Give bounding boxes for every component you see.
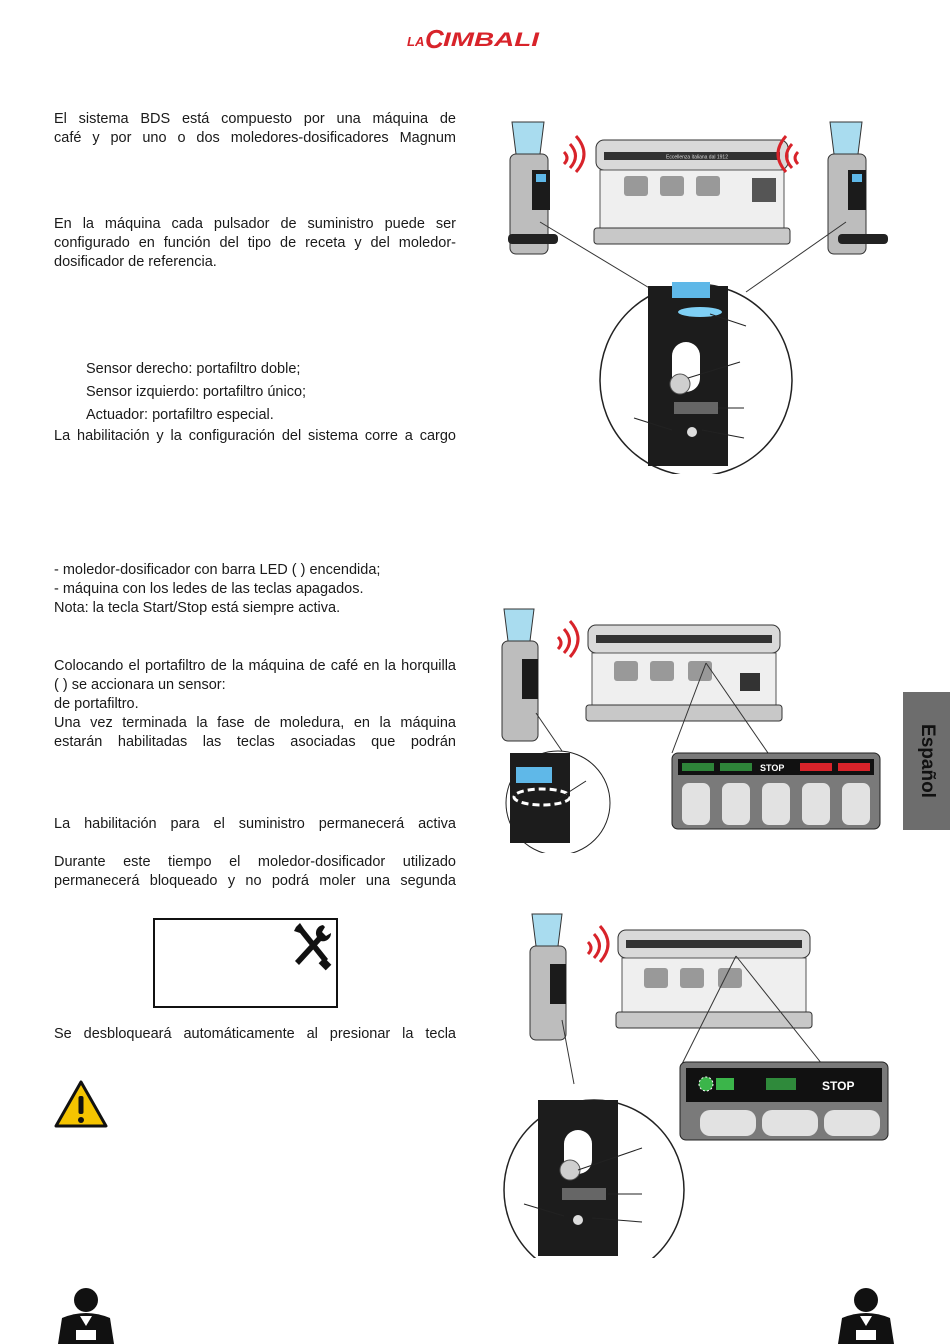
grinding-illustration: [496, 603, 888, 853]
text-line: permanecerá bloqueado y no podrá moler una segunda: [54, 873, 456, 889]
config-paragraph: [54, 215, 456, 272]
warning-icon: [54, 1080, 108, 1128]
language-tab-label: Español: [916, 724, 938, 798]
conditions-list: [54, 561, 456, 618]
lock-paragraph: [54, 853, 456, 891]
unlock-line: Se desbloqueará automáticamente al presionar la tecla: [54, 1026, 456, 1042]
svg-text:C: C: [425, 24, 444, 52]
list-item: Actuador: portafiltro especial.: [86, 407, 274, 423]
grinder-right-icon: [828, 122, 888, 254]
bds-system-illustration: [496, 112, 896, 474]
portafilter-paragraph: [54, 657, 456, 752]
text-line: de portafiltro.: [54, 696, 139, 712]
grinder-display-box: [153, 918, 338, 1008]
text-line: café y por uno o dos moledores-dosificadores Magnum: [54, 130, 456, 146]
stop-label: STOP: [760, 763, 785, 773]
barista-icon: [54, 1286, 118, 1344]
keypad-panel-icon: [672, 753, 880, 829]
tools-icon: [290, 923, 332, 971]
espresso-machine-icon: [586, 625, 782, 721]
text-line: Colocando el portafiltro de la máquina de café en la horquilla: [54, 658, 456, 674]
text-line: En la máquina cada pulsador de suministro puede ser: [54, 216, 456, 232]
grinder-icon: [530, 914, 566, 1040]
text-line: ( ) se accionara un sensor:: [54, 677, 226, 693]
text-line: El sistema BDS está compuesto por una máquina de: [54, 111, 456, 127]
list-item: - moledor-dosificador con barra LED ( ) encendida;: [54, 562, 381, 578]
text-line: dosificador de referencia.: [54, 254, 217, 270]
unlock-illustration: [496, 908, 892, 1258]
wireless-left-icon: [564, 136, 584, 172]
stop-label: STOP: [822, 1079, 855, 1093]
machine-slogan: Eccellenza italiana dal 1912: [666, 154, 728, 161]
language-tab[interactable]: [903, 692, 950, 830]
note-text: Nota: la tecla Start/Stop está siempre activa.: [54, 600, 341, 616]
text-line: Una vez terminada la fase de moledura, en la máquina: [54, 715, 456, 731]
keypad-panel-icon: [680, 1062, 888, 1140]
lacimbali-logo-icon: [405, 22, 545, 52]
grinder-icon: [502, 609, 538, 741]
text-line: estarán habilitadas las teclas asociadas que podrán: [54, 734, 456, 750]
barista-icon: [834, 1286, 898, 1344]
espresso-machine-icon: [616, 930, 812, 1028]
wireless-icon: [558, 621, 578, 657]
activation-line: La habilitación para el suministro permanecerá activa: [54, 816, 456, 832]
list-item: Sensor izquierdo: portafiltro único;: [86, 384, 307, 400]
intro-paragraph: [54, 110, 456, 148]
grinder-left-icon: [508, 122, 558, 254]
text-line: Durante este tiempo el moledor-dosificador utilizado: [54, 854, 456, 870]
svg-text:LA: LA: [407, 34, 425, 49]
list-item: Sensor derecho: portafiltro doble;: [86, 361, 301, 377]
habilitacion-line: La habilitación y la configuración del sistema corre a cargo: [54, 428, 456, 444]
wireless-icon: [588, 926, 608, 962]
espresso-machine-icon: [594, 140, 790, 244]
sensor-list: [86, 358, 456, 427]
brand-logo: [0, 22, 950, 57]
svg-text:IMBALI: IMBALI: [443, 30, 541, 51]
list-item: - máquina con los ledes de las teclas apagados.: [54, 581, 364, 597]
text-line: configurado en función del tipo de receta y del moledor-: [54, 235, 456, 251]
